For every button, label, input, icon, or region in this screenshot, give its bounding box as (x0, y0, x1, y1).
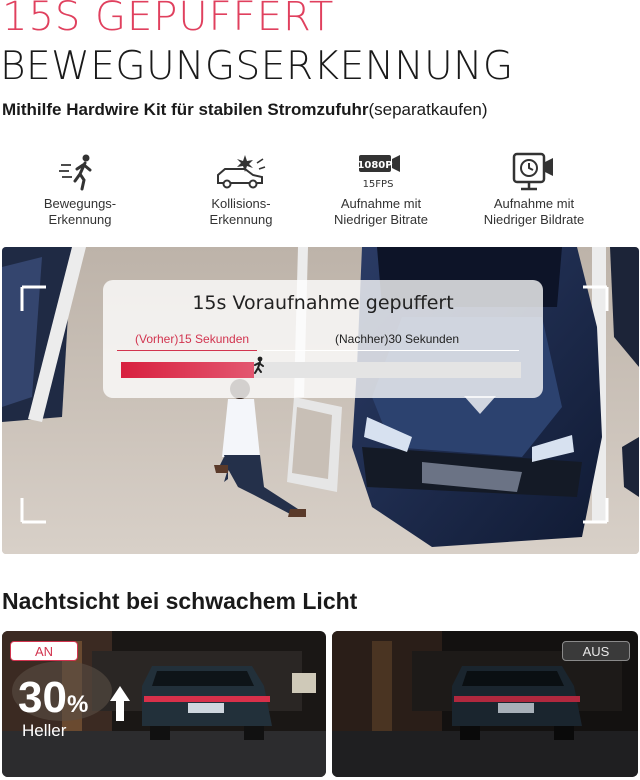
night-vision-title: Nachtsicht bei schwachem Licht (2, 588, 358, 614)
brightness-value: 30 (18, 673, 67, 722)
overlay-pointer (464, 396, 496, 414)
video-camera-1080p-icon (306, 150, 456, 194)
feature-row (0, 150, 640, 230)
feature-label-line2: Erkennung (209, 212, 273, 227)
brightness-sign: % (66, 691, 89, 718)
feature-low-bitrate (306, 150, 456, 228)
feature-label-line1: Kollisions- (211, 196, 271, 211)
after-arrow (263, 350, 519, 351)
subtitle-note: (separatkaufen) (368, 100, 488, 119)
night-panel-on (2, 631, 326, 777)
headline-buffered: 15S GEPUFFERT (2, 0, 335, 40)
brightness-percent (18, 673, 88, 723)
after-label: (Nachher)30 Sekunden (335, 332, 460, 346)
before-arrow (117, 350, 257, 351)
feature-label-line1: Aufnahme mit (493, 196, 575, 211)
resolution-badge: 1080P (357, 160, 393, 171)
buffer-overlay (103, 280, 543, 398)
feature-label-line1: Bewegungs- (43, 196, 117, 211)
timelapse-camera-icon (459, 150, 609, 194)
feature-label-line2: Erkennung (48, 212, 112, 227)
badge-on: AN (10, 641, 78, 661)
badge-off: AUS (562, 641, 630, 661)
walking-person-marker-icon (251, 356, 267, 376)
walking-person-icon (5, 150, 155, 194)
timeline-before-fill (121, 362, 254, 378)
feature-motion-detection (5, 150, 155, 228)
car-collision-icon (166, 150, 316, 194)
before-label: (Vorher)15 Sekunden (135, 332, 250, 346)
headline-motion-detection: BEWEGUNGSERKENNUNG (0, 44, 514, 89)
subtitle-bold: Mithilfe Hardwire Kit für stabilen Stromzufuhr (2, 100, 369, 119)
buffer-title: 15s Voraufnahme gepuffert (192, 292, 454, 314)
feature-label-line1: Aufnahme mit (340, 196, 422, 211)
night-panel-off (332, 631, 638, 777)
fps-badge: 15FPS (362, 179, 394, 190)
feature-low-framerate (459, 150, 609, 228)
subtitle (2, 100, 488, 120)
timeline-bar (121, 362, 521, 378)
brighter-label: Heller (22, 721, 67, 740)
feature-label-line2: Niedriger Bitrate (334, 212, 428, 227)
feature-collision-detection (166, 150, 316, 228)
feature-label-line2: Niedriger Bildrate (483, 212, 585, 227)
